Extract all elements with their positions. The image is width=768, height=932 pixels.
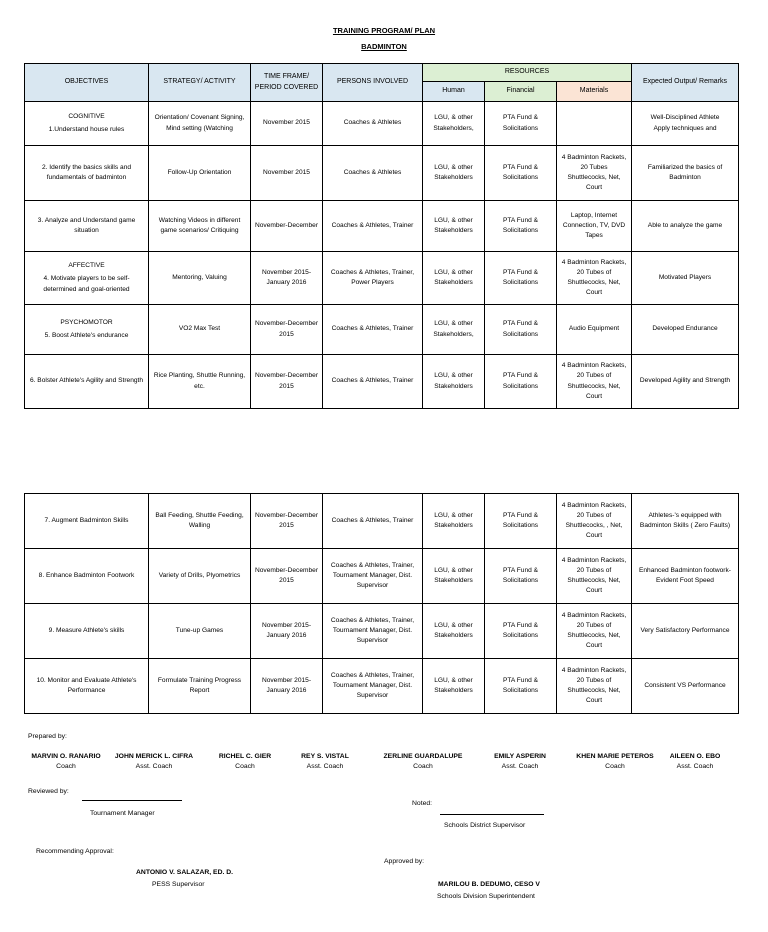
objective-cell: [25, 252, 149, 305]
noted-role: Schools District Supervisor: [444, 822, 526, 829]
signatory-name: ZERLINE GUARDALUPE: [383, 753, 463, 760]
strategy-cell: Ball Feeding, Shuttle Feeding, Walling: [149, 494, 251, 549]
human-cell: LGU, & other Stakeholders,: [423, 305, 485, 355]
strategy-cell: Tune-up Games: [149, 604, 251, 659]
approver-role: Schools Division Superintendent: [437, 893, 535, 900]
table-row: [25, 604, 739, 659]
persons-cell: Coaches & Athletes, Trainer, Tournament Manager, Dist. Supervisor: [323, 604, 423, 659]
reviewed-by-label: Reviewed by:: [28, 788, 69, 795]
table-row: [25, 355, 739, 409]
strategy-cell: Formulate Training Progress Report: [149, 659, 251, 714]
objective-cell: [25, 201, 149, 252]
human-cell: LGU, & other Stakeholders: [423, 549, 485, 604]
human-cell: LGU, & other Stakeholders,: [423, 102, 485, 146]
persons-cell: Coaches & Athletes: [323, 146, 423, 201]
signatory-role: Coach: [235, 763, 255, 771]
table-row: [25, 549, 739, 604]
materials-cell: 4 Badminton Rackets, 20 Tubes Shuttlecocks, Net, Court: [557, 146, 632, 201]
human-cell: LGU, & other Stakeholders: [423, 494, 485, 549]
expected-cell: Developed Endurance: [632, 305, 739, 355]
materials-cell: 4 Badminton Rackets, 20 Tubes of Shuttlecocks, Net, Court: [557, 659, 632, 714]
persons-cell: Coaches & Athletes, Trainer, Tournament Manager, Dist. Supervisor: [323, 659, 423, 714]
signatory-role: Asst. Coach: [306, 763, 344, 771]
strategy-cell: Rice Planting, Shuttle Running, etc.: [149, 355, 251, 409]
recommender-name: ANTONIO V. SALAZAR, ED. D.: [136, 869, 234, 876]
noted-signature-line: [440, 814, 544, 815]
strategy-cell: Watching Videos in different game scenarios/ Critiquing: [149, 201, 251, 252]
materials-cell: 4 Badminton Rackets, 20 Tubes of Shuttlecocks, , Net, Court: [557, 494, 632, 549]
objective-cell: [25, 102, 149, 146]
table-row: [25, 494, 739, 549]
header-expected-output: Expected Output/ Remarks: [632, 64, 739, 102]
training-plan-table-part1: [24, 63, 739, 409]
signatory-name: RICHEL C. GIER: [218, 753, 272, 760]
persons-cell: Coaches & Athletes, Trainer: [323, 201, 423, 252]
objective-text: 2. Identify the basics skills and fundamentals of badminton: [41, 163, 132, 181]
reviewer-role: Tournament Manager: [90, 810, 155, 817]
materials-cell: Audio Equipment: [557, 305, 632, 355]
header-objectives: OBJECTIVES: [25, 64, 149, 102]
table-row: [25, 146, 739, 201]
financial-cell: PTA Fund & Solicitations: [485, 549, 557, 604]
approver-name: MARILOU B. DEDUMO, CESO V: [438, 881, 540, 888]
objective-text: 1.Understand house rules: [48, 126, 125, 133]
persons-cell: Coaches & Athletes, Trainer, Tournament Manager, Dist. Supervisor: [323, 549, 423, 604]
expected-cell: Very Satisfactory Performance: [632, 604, 739, 659]
materials-cell: 4 Badminton Rackets, 20 Tubes of Shuttlecocks, Net, Court: [557, 252, 632, 305]
header-resources: RESOURCES: [423, 64, 632, 82]
objective-domain: COGNITIVE: [68, 112, 105, 120]
header-human: Human: [423, 82, 485, 102]
materials-cell: 4 Badminton Rackets, 20 Tubes of Shuttlecocks, Net, Court: [557, 355, 632, 409]
expected-cell: Able to analyze the game: [632, 201, 739, 252]
human-cell: LGU, & other Stakeholders: [423, 146, 485, 201]
signatory-name: EMILY ASPERIN: [494, 753, 546, 760]
objective-cell: 8. Enhance Badminton Footwork: [25, 549, 149, 604]
noted-label: Noted:: [412, 800, 433, 807]
objective-cell: 9. Measure Athlete's skills: [25, 604, 149, 659]
time-cell: November 2015-January 2016: [251, 659, 323, 714]
header-strategy: STRATEGY/ ACTIVITY: [149, 64, 251, 102]
table-row: [25, 659, 739, 714]
expected-cell: Enhanced Badminton footwork- Evident Foot Speed: [632, 549, 739, 604]
expected-cell: Athletes-'s equipped with Badminton Skills ( Zero Faults): [632, 494, 739, 549]
signatory-role: Asst. Coach: [135, 763, 173, 771]
human-cell: LGU, & other Stakeholders: [423, 659, 485, 714]
human-cell: LGU, & other Stakeholders: [423, 252, 485, 305]
financial-cell: PTA Fund & Solicitations: [485, 146, 557, 201]
table-row: [25, 305, 739, 355]
signatory-role: Coach: [413, 763, 433, 771]
signatory-role: Coach: [56, 763, 76, 771]
time-cell: November 2015-January 2016: [251, 252, 323, 305]
signatory-role: Asst. Coach: [676, 763, 714, 771]
strategy-cell: Follow-Up Orientation: [149, 146, 251, 201]
time-cell: November 2015: [251, 146, 323, 201]
persons-cell: Coaches & Athletes, Trainer: [323, 494, 423, 549]
financial-cell: PTA Fund & Solicitations: [485, 102, 557, 146]
objective-cell: [25, 355, 149, 409]
document-title: TRAINING PROGRAM/ PLAN: [332, 26, 436, 35]
human-cell: LGU, & other Stakeholders: [423, 355, 485, 409]
persons-cell: Coaches & Athletes, Trainer: [323, 355, 423, 409]
time-cell: November-December 2015: [251, 305, 323, 355]
financial-cell: PTA Fund & Solicitations: [485, 252, 557, 305]
persons-cell: Coaches & Athletes, Trainer, Power Players: [323, 252, 423, 305]
objective-text: 3. Analyze and Understand game situation: [37, 216, 136, 234]
approved-by-label: Approved by:: [384, 858, 425, 865]
signatory-name: MARVIN O. RANARIO: [31, 753, 101, 760]
expected-cell: Motivated Players: [632, 252, 739, 305]
training-plan-table-part2: [24, 493, 739, 714]
financial-cell: PTA Fund & Solicitations: [485, 494, 557, 549]
time-cell: November-December 2015: [251, 549, 323, 604]
persons-cell: Coaches & Athletes, Trainer: [323, 305, 423, 355]
objective-domain: PSYCHOMOTOR: [60, 318, 113, 326]
signatory-name: AILEEN O. EBO: [669, 753, 721, 760]
time-cell: November 2015: [251, 102, 323, 146]
table-row: [25, 252, 739, 305]
objective-cell: 7. Augment Badminton Skills: [25, 494, 149, 549]
materials-cell: 4 Badminton Rackets, 20 Tubes of Shuttlecocks, Net, Court: [557, 604, 632, 659]
financial-cell: PTA Fund & Solicitations: [485, 659, 557, 714]
strategy-cell: Orientation/ Covenant Signing, Mind setting (Watching: [149, 102, 251, 146]
financial-cell: PTA Fund & Solicitations: [485, 604, 557, 659]
strategy-cell: Mentoring, Valuing: [149, 252, 251, 305]
expected-cell: Familiarized the basics of Badminton: [632, 146, 739, 201]
recommender-role: PESS Supervisor: [152, 881, 205, 888]
table-row: [25, 201, 739, 252]
signatory-name: JOHN MERICK L. CIFRA: [114, 753, 194, 760]
signatory-role: Asst. Coach: [501, 763, 539, 771]
strategy-cell: Variety of Drills, Plyometrics: [149, 549, 251, 604]
expected-cell: Developed Agility and Strength: [632, 355, 739, 409]
financial-cell: PTA Fund & Solicitations: [485, 305, 557, 355]
table-row: [25, 102, 739, 146]
objective-text: 5. Boost Athlete's endurance: [44, 332, 129, 339]
time-cell: November-December 2015: [251, 355, 323, 409]
header-financial: Financial: [485, 82, 557, 102]
signatory-name: KHEN MARIE PETEROS: [576, 753, 654, 760]
time-cell: November 2015-January 2016: [251, 604, 323, 659]
materials-cell: Laptop, Internet Connection, TV, DVD Tapes: [557, 201, 632, 252]
prepared-by-label: Prepared by:: [28, 733, 67, 740]
human-cell: LGU, & other Stakeholders: [423, 201, 485, 252]
materials-cell: [557, 102, 632, 146]
recommending-label: Recommending Approval:: [36, 848, 114, 855]
objective-cell: 10. Monitor and Evaluate Athlete's Performance: [25, 659, 149, 714]
signatory: [635, 752, 755, 772]
objective-cell: [25, 305, 149, 355]
time-cell: November-December 2015: [251, 494, 323, 549]
header-persons: PERSONS INVOLVED: [323, 64, 423, 102]
financial-cell: PTA Fund & Solicitations: [485, 355, 557, 409]
persons-cell: Coaches & Athletes: [323, 102, 423, 146]
objective-cell: [25, 146, 149, 201]
expected-cell: Consistent VS Performance: [632, 659, 739, 714]
objective-text: 6. Bolster Athlete's Agility and Strength: [29, 377, 144, 385]
signatory-name: REY S. VISTAL: [301, 753, 349, 760]
materials-cell: 4 Badminton Rackets, 20 Tubes of Shuttlecocks, Net, Court: [557, 549, 632, 604]
objective-domain: AFFECTIVE: [68, 262, 105, 270]
signatory-role: Coach: [605, 763, 625, 771]
header-materials: Materials: [557, 82, 632, 102]
expected-cell: Well-Disciplined Athlete Apply techniques and: [632, 102, 739, 146]
strategy-cell: VO2 Max Test: [149, 305, 251, 355]
header-timeframe: TIME FRAME/ PERIOD COVERED: [251, 64, 323, 102]
time-cell: November-December: [251, 201, 323, 252]
reviewer-signature-line: [82, 800, 182, 801]
objective-text: 4. Motivate players to be self-determined and goal-oriented: [43, 275, 130, 293]
document-subtitle: BADMINTON: [361, 42, 407, 51]
human-cell: LGU, & other Stakeholders: [423, 604, 485, 659]
financial-cell: PTA Fund & Solicitations: [485, 201, 557, 252]
